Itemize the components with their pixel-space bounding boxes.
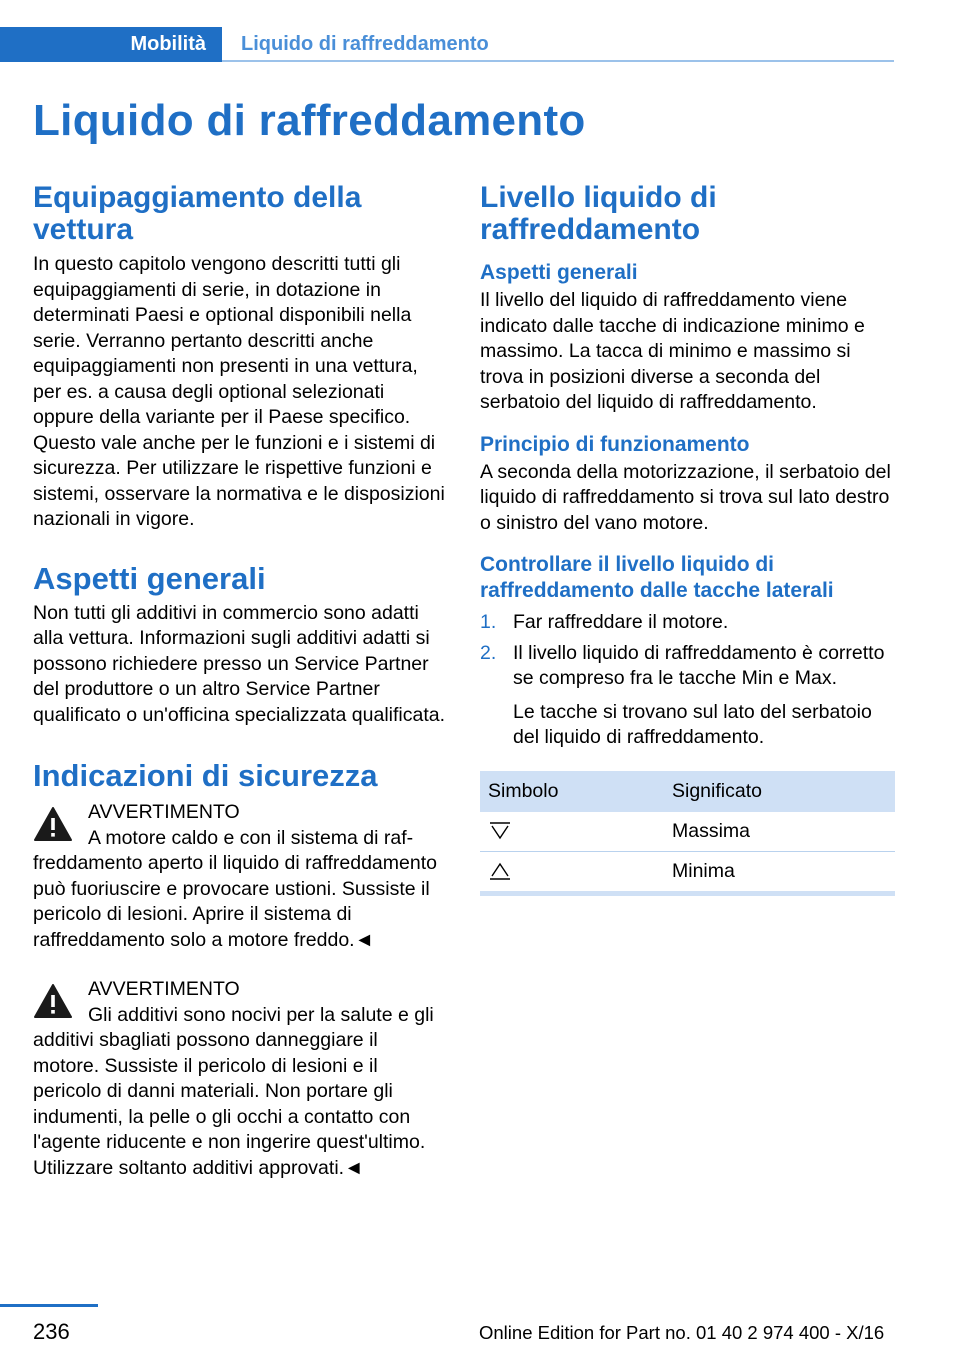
table-cell-meaning: Minima — [664, 851, 895, 893]
page-number: 236 — [33, 1319, 70, 1344]
coolant-level-heading: Livello liquido di raffreddamento — [480, 181, 717, 246]
general-paragraph: Non tutti gli additivi in commercio sono adatti alla vettura. Informazioni sugli additivi adatti si possono richiedere presso un Service Partner del produttore o un altro Service Partner qualificato o un'officina specializzata qualificata. — [33, 601, 446, 726]
table-header-symbol: Simbolo — [480, 771, 664, 812]
principle-subheading: Principio di funzionamento — [480, 432, 750, 456]
table-cell-meaning: Massima — [664, 812, 895, 852]
equipment-heading: Equipaggiamento della vettura — [33, 181, 362, 246]
step-number: 1. — [480, 611, 497, 633]
check-subheading: Controllare il livello liquido di raffreddamento dalle tacche laterali — [480, 553, 834, 602]
step-note: Le tacche si trovano sul lato del serbatoio del liquido di raffreddamento. — [513, 700, 872, 748]
general-paragraph: Il livello del liquido di raffreddamento viene indicato dalle tacche di indicazione minimo e massimo. La tacca di minimo e massimo si trova in posizioni diverse a seconda del serbatoio del liquido di raffreddamento. — [480, 289, 865, 413]
step-text: Far raffreddare il motore. — [513, 611, 729, 633]
warning-text: freddamento aperto il liquido di raffreddamento può fuoriuscire e provocare ustioni. Sussiste il pericolo di lesioni. Aprire il sistema di raffreddamento solo a motore freddo.◄ — [33, 852, 437, 951]
warning-triangle-icon — [33, 983, 73, 1019]
warning-triangle-icon — [33, 806, 73, 842]
header-section-label: Mobilità — [0, 27, 222, 62]
min-mark-icon — [488, 860, 512, 882]
list-item — [480, 610, 896, 636]
page-title: Liquido di raffreddamento — [33, 96, 586, 145]
warning-text: additivi sbagliati possono danneggiare il motore. Sussiste il pericolo di lesioni e il pericolo di danni materiali. Non portare gli indumenti, la pelle o gli occhi a contatto con l'agente riducente e non ingerire quest'ultimo. Utilizzare soltanto additivi approvati.◄ — [33, 1029, 426, 1179]
warning-block-2 — [33, 977, 449, 1181]
edition-note: Online Edition for Part no. 01 40 2 974 400 - X/16 — [479, 1322, 885, 1343]
warning-text-first-line: Gli additivi sono nocivi per la salute e gli — [88, 1003, 434, 1026]
steps-list — [480, 610, 896, 751]
warning-block-1 — [33, 800, 449, 953]
table-cell-symbol — [480, 812, 664, 852]
warning-label: AVVERTIMENTO — [88, 801, 240, 823]
safety-heading: Indicazioni di sicurezza — [33, 758, 378, 793]
table-header-meaning: Significato — [664, 771, 895, 812]
general-subheading: Aspetti generali — [480, 261, 638, 284]
table-row — [480, 812, 895, 852]
table-cell-symbol — [480, 851, 664, 893]
step-number: 2. — [480, 641, 497, 664]
general-heading: Aspetti generali — [33, 560, 266, 596]
symbol-table — [480, 771, 895, 896]
warning-text-first-line: A motore caldo e con il sistema di raf- — [88, 826, 414, 849]
right-column — [480, 182, 896, 896]
step-text: Il livello liquido di raffreddamento è corretto se compreso fra le tacche Min e Max. — [513, 641, 885, 689]
footer-rule — [0, 1304, 98, 1307]
table-row — [480, 851, 895, 893]
header-chapter-label: Liquido di raffreddamento — [241, 33, 489, 55]
left-column — [33, 182, 449, 1181]
running-header — [0, 0, 960, 64]
equipment-paragraph: In questo capitolo vengono descritti tutti gli equipaggiamenti di serie, in dotazione in determinati Paesi e optional disponibili nella serie. Verranno pertanto descritti anche equipaggiamenti non presenti in una vettura, per es. a causa degli optional selezionati oppure della variante per il Paese specifico. Questo vale anche per le funzioni e i sistemi di sicurezza. Per utilizzare le rispettive funzioni e sistemi, osservare la normativa e le disposizioni nazionali in vigore. — [33, 253, 445, 530]
principle-paragraph: A seconda della motorizzazione, il serbatoio del liquido di raffreddamento si trova sul lato destro o sinistro del vano motore. — [480, 460, 891, 534]
table-header-row — [480, 771, 895, 812]
warning-label: AVVERTIMENTO — [88, 978, 240, 1000]
header-rule — [222, 60, 894, 62]
max-mark-icon — [488, 820, 512, 842]
list-item — [480, 641, 896, 751]
